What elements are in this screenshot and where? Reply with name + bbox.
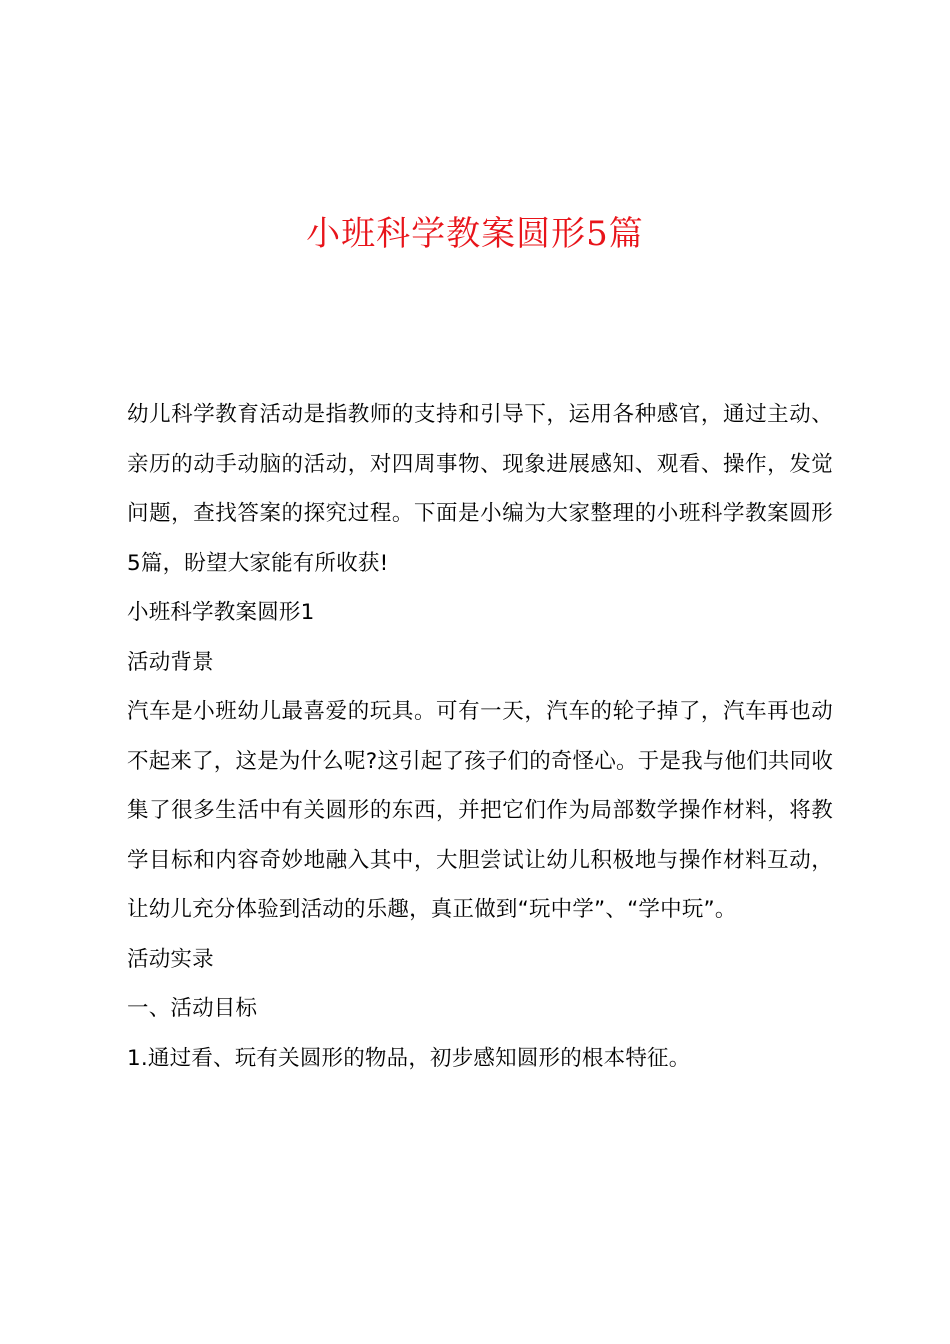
list-item: 1.通过看、玩有关圆形的物品，初步感知圆形的根本特征。 bbox=[127, 1045, 691, 1071]
list-heading: 一、活动目标 bbox=[127, 996, 258, 1021]
document-body bbox=[127, 390, 833, 1083]
intro-paragraph: 幼儿科学教育活动是指教师的支持和引导下，运用各种感官，通过主动、亲历的动手动脑的活动，对四周事物、现象进展感知、观看、操作，发觉问题，查找答案的探究过程。下面是小编为大家整理的小班科学教案圆形5篇，盼望大家能有所收获! bbox=[127, 402, 833, 576]
document-title: 小班科学教案圆形5篇 bbox=[306, 214, 644, 254]
section-heading: 小班科学教案圆形1 bbox=[127, 600, 315, 625]
subsection-heading: 活动背景 bbox=[127, 649, 214, 675]
subsection-heading: 活动实录 bbox=[127, 946, 214, 972]
body-paragraph: 汽车是小班幼儿最喜爱的玩具。可有一天，汽车的轮子掉了，汽车再也动不起来了，这是为什么呢?这引起了孩子们的奇怪心。于是我与他们共同收集了很多生活中有关圆形的东西，并把它们作为局部数学操作材料，将教学目标和内容奇妙地融入其中，大胆尝试让幼儿积极地与操作材料互动，让幼儿充分体验到活动的乐趣，真正做到“玩中学”、“学中玩”。 bbox=[127, 699, 834, 922]
